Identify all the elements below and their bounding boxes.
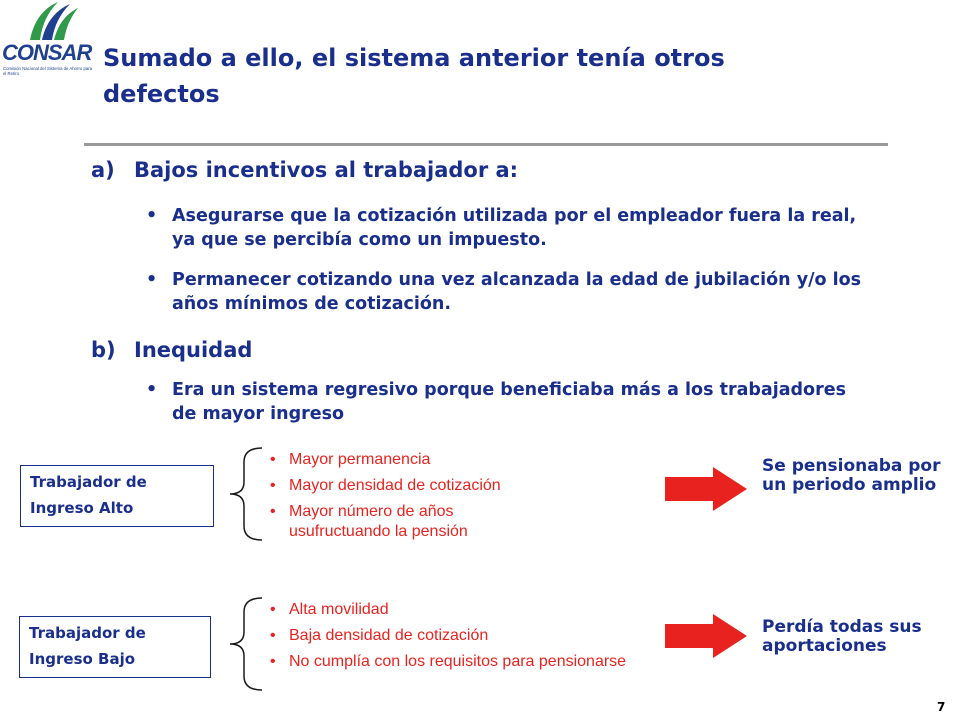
section-b-title: Inequidad	[134, 338, 253, 362]
bullet-text: Asegurarse que la cotización utilizada por el empleador fuera la real, ya que se percibía como un impuesto.	[172, 206, 857, 250]
logo-wordmark: CONSAR	[2, 40, 92, 65]
bullet-dot: •	[270, 653, 276, 670]
bullet-dot: •	[146, 270, 158, 290]
trait-text: Mayor densidad de cotización	[289, 477, 501, 494]
bullet-dot: •	[146, 380, 158, 400]
left-brace-icon	[226, 596, 266, 692]
bullet-dot: •	[270, 477, 276, 494]
bullet-item	[146, 268, 866, 318]
bullet-dot: •	[270, 627, 276, 644]
section-b-tag: b)	[91, 338, 116, 362]
page-number: 7	[937, 700, 946, 714]
trait-text: Mayor permanencia	[289, 451, 431, 468]
right-arrow-icon	[665, 467, 747, 511]
list-item	[270, 502, 519, 542]
title-divider	[84, 143, 888, 146]
consar-logo	[0, 0, 95, 95]
trait-list-high	[270, 450, 600, 548]
trait-text: Alta movilidad	[289, 601, 389, 618]
group-label: Trabajador de Ingreso Bajo	[29, 624, 146, 668]
bullet-text: Permanecer cotizando una vez alcanzada la edad de jubilación y/o los años mínimos de cotización.	[172, 270, 862, 314]
trait-text: Mayor número de años usufructuando la pensión	[289, 503, 468, 540]
result-text-high: Se pensionaba por un periodo amplio	[762, 456, 941, 495]
right-arrow-icon	[665, 614, 747, 658]
result-text-low: Perdía todas sus aportaciones	[762, 617, 922, 656]
logo-wave-icon	[22, 0, 82, 44]
list-item	[270, 600, 610, 620]
bullet-dot: •	[146, 206, 158, 226]
group-box-high-income	[20, 465, 214, 527]
group-box-low-income	[19, 616, 211, 678]
bullet-dot: •	[270, 503, 276, 520]
bullet-item	[146, 204, 866, 254]
section-a-title: Bajos incentivos al trabajador a:	[134, 158, 519, 182]
logo-subtitle: Comisión Nacional del Sistema de Ahorro para el Retiro	[3, 66, 93, 76]
trait-list-low	[270, 600, 627, 678]
trait-text: No cumplía con los requisitos para pensionarse	[289, 653, 627, 670]
list-item	[270, 450, 600, 470]
trait-text: Baja densidad de cotización	[289, 627, 489, 644]
list-item	[270, 476, 600, 496]
list-item	[270, 652, 629, 672]
left-brace-icon	[226, 446, 266, 542]
slide-title: Sumado a ello, el sistema anterior tenía otros defectos	[103, 44, 725, 108]
bullet-dot: •	[270, 601, 276, 618]
section-a-tag: a)	[91, 158, 115, 182]
list-item	[270, 626, 610, 646]
group-label: Trabajador de Ingreso Alto	[30, 473, 147, 517]
bullet-dot: •	[270, 451, 276, 468]
bullet-text: Era un sistema regresivo porque beneficiaba más a los trabajadores de mayor ingreso	[172, 380, 846, 424]
bullet-item	[146, 378, 866, 428]
